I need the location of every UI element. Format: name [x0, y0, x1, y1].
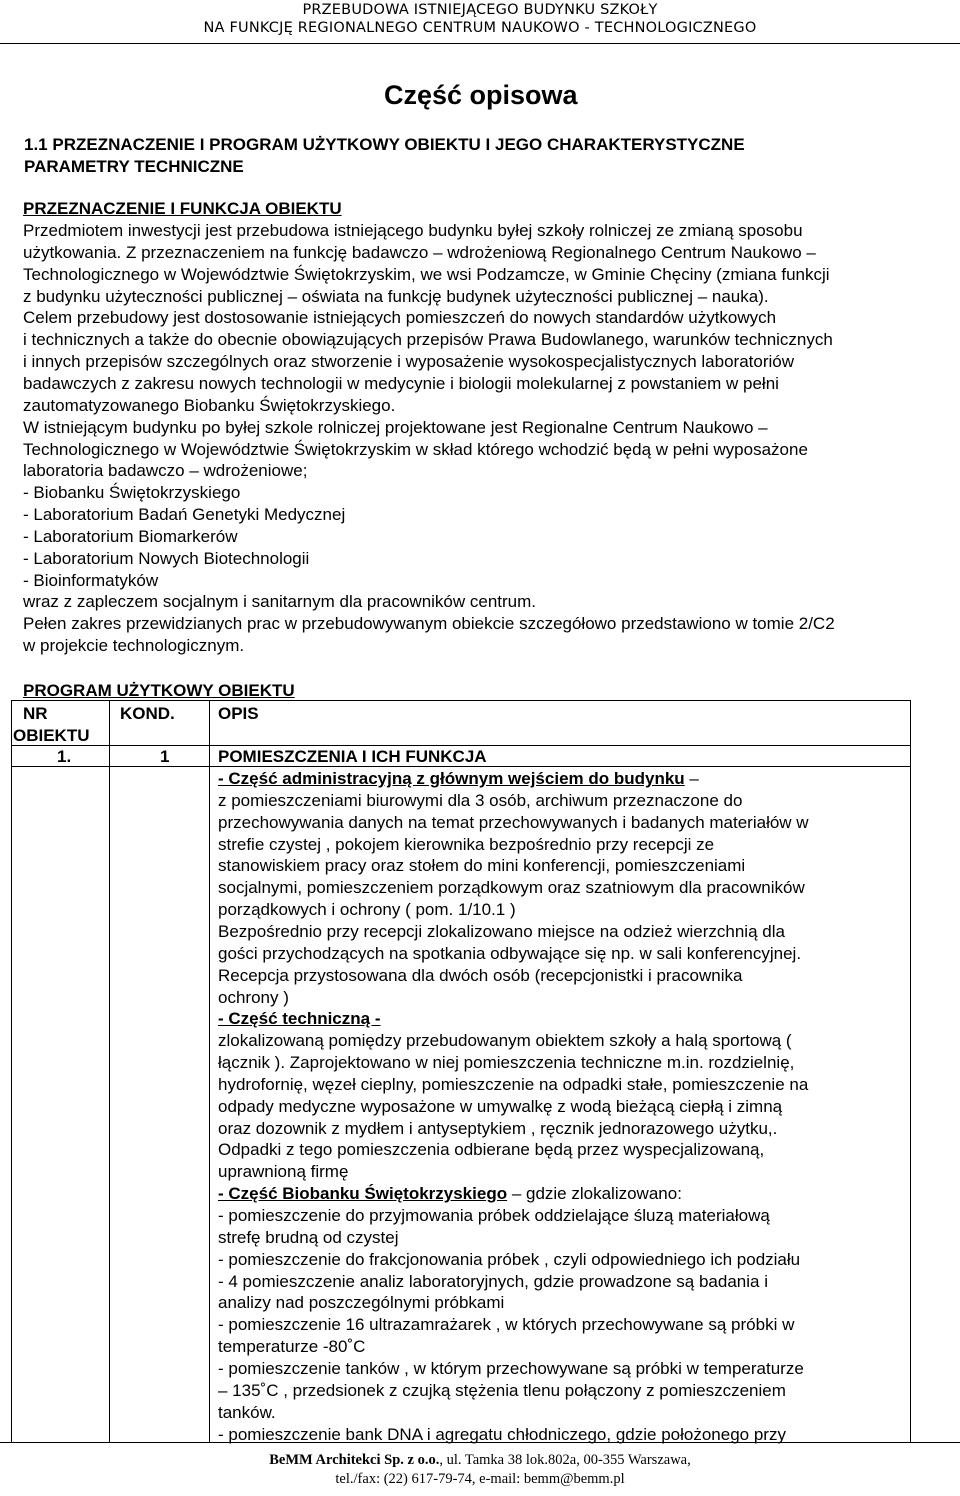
opis-line: stanowiskiem pracy oraz stołem do mini konferencji, pomieszczeniami [218, 856, 746, 876]
opis-line: - 4 pomieszczenie analiz laboratoryjnych, gdzie prowadzone są badania i [218, 1271, 768, 1291]
paragraph-line: i technicznych a także do obecnie obowiązujących przepisów Prawa Budowlanego, warunków technicznych [23, 330, 833, 350]
paragraph-line: Przedmiotem inwestycji jest przebudowa istniejącego budynku byłej szkoły rolniczej ze zmianą sposobu [23, 221, 803, 240]
footer-line-1 [0, 1452, 960, 1469]
opis-line [218, 768, 699, 790]
paragraph-line: laboratoria badawczo – wdrożeniowe; [23, 461, 308, 481]
table-header-opis: OPIS [218, 704, 259, 723]
paragraph-line: Celem przebudowy jest dostosowanie istniejących pomieszczeń do nowych standardów użytkowych [23, 308, 777, 328]
opis-line: Bezpośrednio przy recepcji zlokalizowano miejsce na odzież wierzchnią dla [218, 921, 785, 941]
paragraph-line: z budynku użyteczności publicznej – oświata na funkcję budynek użyteczności publicznej – nauka). [23, 286, 769, 306]
paragraph-line: - Biobanku Świętokrzyskiego [23, 483, 241, 503]
paragraph-line: Pełen zakres przewidzianych prac w przebudowywanym obiekcie szczegółowo przedstawiono w tomie 2/C2 [23, 614, 835, 634]
opis-line: hydrofornię, węzeł cieplny, pomieszczenie na odpadki stałe, pomieszczenie na [218, 1074, 809, 1094]
row-kond: 1 [160, 747, 170, 766]
opis-line: z pomieszczeniami biurowymi dla 3 osób, archiwum przeznaczone do [218, 790, 743, 810]
opis-line: zlokalizowaną pomiędzy przebudowanym obiektem szkoły a halą sportową ( [218, 1031, 792, 1051]
table-border-left [11, 700, 12, 1442]
paragraph-line: zautomatyzowanego Biobanku Świętokrzyskiego. [23, 395, 396, 415]
opis-heading-suffix: – [684, 769, 699, 788]
opis-line: – 135˚C , przedsionek z czujką stężenia tlenu połączony z pomieszczeniem [218, 1380, 786, 1400]
header-line-1: PRZEBUDOWA ISTNIEJĄCEGO BUDYNKU SZKOŁY [302, 2, 658, 18]
opis-line: Odpadki z tego pomieszczenia odbierane będą przez wyspecjalizowaną, [218, 1140, 765, 1160]
opis-line: - pomieszczenie do przyjmowania próbek oddzielające śluzą materiałową [218, 1206, 770, 1225]
opis-line: ochrony ) [218, 987, 289, 1007]
paragraph-line: - Laboratorium Badań Genetyki Medycznej [23, 505, 346, 525]
opis-line [218, 1008, 381, 1030]
opis-line: tanków. [218, 1402, 276, 1422]
opis-line: przechowywania danych na temat przechowywanych i badanych materiałów w [218, 812, 809, 832]
opis-line: łącznik ). Zaprojektowano w niej pomieszczenia techniczne m.in. rozdzielnię, [218, 1053, 795, 1073]
opis-line: oraz dozownik z mydłem i antyseptykiem , ręcznik jednorazowego użytku,. [218, 1118, 778, 1138]
paragraph-line: - Laboratorium Nowych Biotechnologii [23, 548, 310, 568]
footer-company: BeMM Architekci Sp. z o.o. [269, 1452, 440, 1468]
opis-line: - pomieszczenie tanków , w którym przechowywane są próbki w temperaturze [218, 1358, 804, 1378]
page-header [0, 0, 960, 44]
subsection-title: PRZEZNACZENIE I FUNKCJA OBIEKTU [23, 199, 342, 218]
opis-heading: - Część Biobanku Świętokrzyskiego [218, 1184, 508, 1204]
paragraph-line: badawczych z zakresu nowych technologii w medycynie i biologii molekularnej z powstaniem w pełni [23, 373, 779, 393]
opis-line: uprawnioną firmę [218, 1162, 349, 1182]
page-title: Część opisowa [384, 80, 578, 110]
program-title: PROGRAM UŻYTKOWY OBIEKTU [23, 681, 295, 700]
table-border-col2 [209, 700, 210, 1442]
paragraph-line: W istniejącym budynku po byłej szkole rolniczej projektowane jest Regionalne Centrum Naukowo – [23, 417, 768, 437]
table-header-obiektu: OBIEKTU [13, 726, 90, 745]
paragraph-line: użytkowania. Z przeznaczeniem na funkcję badawczo – wdrożeniową Regionalnego Centrum Naukowo – [23, 242, 816, 262]
table-border-right [910, 700, 911, 1442]
opis-line [218, 1183, 682, 1205]
opis-line: analizy nad poszczególnymi próbkami [218, 1293, 505, 1313]
footer-line-2: tel./fax: (22) 617-79-74, e-mail: bemm@bemm.pl [335, 1471, 625, 1487]
header-line-2: NA FUNKCJĘ REGIONALNEGO CENTRUM NAUKOWO - TECHNOLOGICZNEGO [203, 20, 757, 36]
table-header-kond: KOND. [120, 704, 175, 723]
opis-line: - pomieszczenie bank DNA i agregatu chłodniczego, gdzie położonego przy [218, 1424, 786, 1444]
paragraph-line: w projekcie technologicznym. [23, 636, 245, 656]
paragraph-line: wraz z zapleczem socjalnym i sanitarnym dla pracowników centrum. [23, 592, 537, 612]
opis-line: strefę brudną od czystej [218, 1227, 399, 1247]
paragraph-line: - Bioinformatyków [23, 570, 159, 590]
opis-line: temperaturze -80˚C [218, 1337, 366, 1357]
page-footer [0, 1442, 960, 1496]
opis-line: odpady medyczne wyposażone w umywalkę z wodą bieżącą ciepłą i zimną [218, 1096, 783, 1116]
opis-line: - pomieszczenie do frakcjonowania próbek , czyli odpowiedniego ich podziału [218, 1249, 801, 1269]
paragraph-line: i innych przepisów szczególnych oraz stworzenie i wyposażenie wysokospecjalistycznych laboratoriów [23, 352, 795, 372]
opis-line: gości przychodzących na spotkania odbywające się np. w sali konferencyjnej. [218, 943, 802, 963]
table-header-nr: NR [23, 704, 48, 723]
section-title-line-2: PARAMETRY TECHNICZNE [24, 157, 244, 176]
opis-heading-suffix: – gdzie zlokalizowano: [507, 1184, 682, 1204]
opis-line: strefie czystej , pokojem kierownika bezpośrednio przy recepcji ze [218, 834, 715, 854]
row-opis-title: POMIESZCZENIA I ICH FUNKCJA [218, 747, 487, 766]
opis-heading: - Część administracyjną z głównym wejściem do budynku [218, 769, 685, 788]
paragraph-line: Technologicznego w Województwie Świętokrzyskim w skład którego wchodzić będą w pełni wyposażone [23, 439, 808, 459]
footer-address: , ul. Tamka 38 lok.802a, 00-355 Warszawa, [439, 1452, 691, 1468]
table-border-col1 [109, 700, 110, 1442]
opis-line: socjalnymi, pomieszczeniem porządkowym oraz szatniowym dla pracowników [218, 878, 805, 898]
opis-line: - pomieszczenie 16 ultrazamrażarek , w których przechowywane są próbki w [218, 1315, 795, 1335]
opis-line: porządkowych i ochrony ( pom. 1/10.1 ) [218, 900, 516, 920]
paragraph-line: Technologicznego w Województwie Świętokrzyskim, we wsi Podzamcze, w Gminie Chęciny (zmiana funkcji [23, 264, 830, 284]
paragraph-line: - Laboratorium Biomarkerów [23, 526, 238, 546]
opis-heading: - Część techniczną - [218, 1009, 381, 1029]
row-nr: 1. [57, 747, 72, 766]
section-title-line-1: 1.1 PRZEZNACZENIE I PROGRAM UŻYTKOWY OBIEKTU I JEGO CHARAKTERYSTYCZNE [24, 135, 745, 154]
opis-line: Recepcja przystosowana dla dwóch osób (recepcjonistki i pracownika [218, 965, 743, 985]
